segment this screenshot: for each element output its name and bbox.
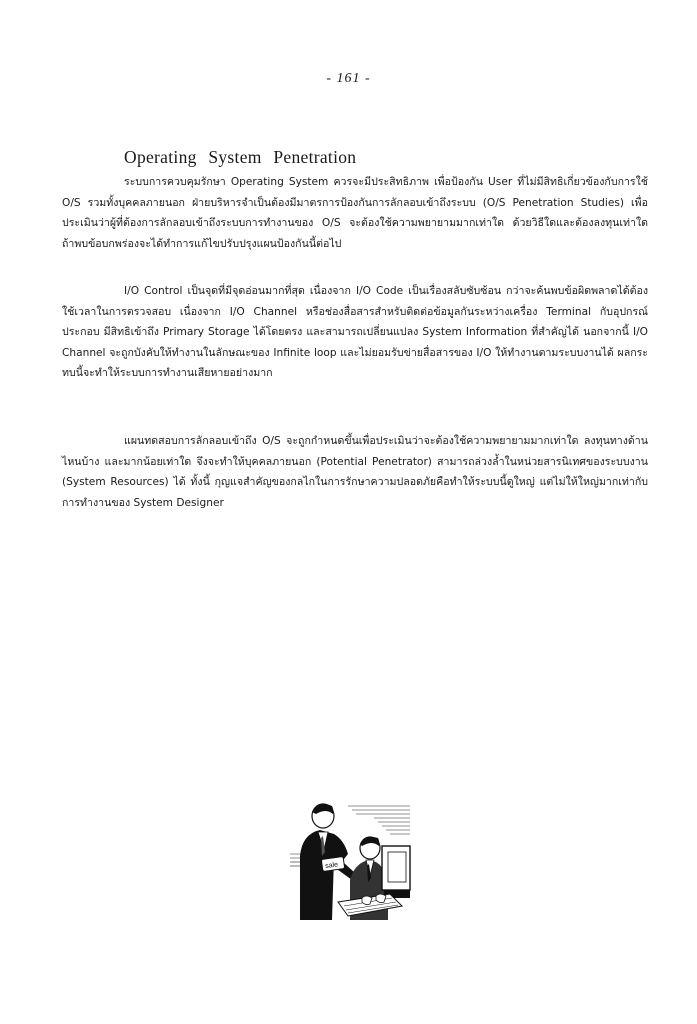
paragraph-penetration-test-plan: แผนทดสอบการลักลอบเข้าถึง O/S จะถูกกำหนดขึ้นเพื่อประเมินว่าจะต้องใช้ความพยายามมากเท่าใด ลงทุนทางด้านไหนบ้าง และมากน้อยเท่าใด จึงจะทำให้บุคคลภายนอก (Potential Penetrator) สามารถล่วงล้ำในหน่วยสารนิเทศของระบบงาน (System Resources) ได้ ทั้งนี้ กุญแจสำคัญของกลไกในการรักษาความปลอดภัยคือทำให้ระบบนี้ดูใหญ่ แต่ไม่ให้ใหญ่มากเท่ากับการทำงานของ System Designer [62,435,648,509]
two-men-at-computer-clipart-icon [278,794,418,926]
paragraph-io-control: I/O Control เป็นจุดที่มีจุดอ่อนมากที่สุด เนื่องจาก I/O Code เป็นเรื่องสลับซับซ้อน กว่าจะค้นพบข้อผิดพลาดได้ต้องใช้เวลาในการตรวจสอบ เนื่องจาก I/O Channel หรือช่องสื่อสารสำหรับติดต่อข้อมูลกันระหว่างเครื่อง Terminal กับอุปกรณ์ประกอบ มีสิทธิเข้าถึง Primary Storage ได้โดยตรง และสามารถเปลี่ยนแปลง System Information ที่สำคัญได้ นอกจากนี้ I/O Channel จะถูกบังคับให้ทำงานในลักษณะของ Infinite loop และไม่ยอมรับข่ายสื่อสารของ I/O ให้ทำงานตามระบบงานได้ ผลกระทบนี้จะทำให้ระบบการทำงานเสียหายอย่างมาก [62,285,648,380]
sale-badge-label: sale [324,861,339,871]
computer-users-illustration [278,794,418,926]
paragraph-os-protection: ระบบการควบคุมรักษา Operating System ควรจะมีประสิทธิภาพ เพื่อป้องกัน User ที่ไม่มีสิทธิเกี่ยวข้องกับการใช้ O/S รวมทั้งบุคคลภายนอก ฝ่ายบริหารจำเป็นต้องมีมาตรการป้องกันการลักลอบเข้าถึงระบบ (O/S Penetration Studies) เพื่อประเมินว่าผู้ที่ต้องการลักลอบเข้าถึงระบบการทำงานของ O/S จะต้องใช้ความพยายามมากเท่าใด ด้วยวิธีใดและต้องลงทุนเท่าใด ถ้าพบข้อบกพร่องจะได้ทำการแก้ไขปรับปรุงแผนป้องกันนี้ต่อไป [62,176,648,250]
page-number: - 161 - [326,71,371,86]
section-title: Operating System Penetration [124,147,357,167]
